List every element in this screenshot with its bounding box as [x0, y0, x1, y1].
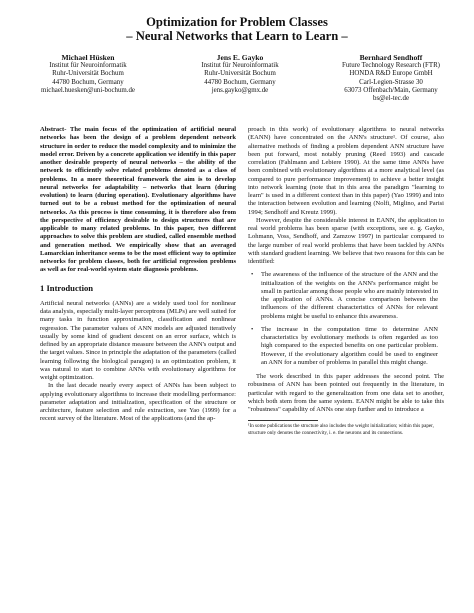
affiliation-line: 63073 Offenbach/Main, Germany: [344, 86, 438, 94]
body-paragraph: However, despite the considerable interest in EANN, the application to real world problems has been sparse (with exceptions, see e. g. Gayko, Lohmann, Voss, Sendhoff, and Zamzow 1997) in particular compared to the large number of real world problems that have been tackled by ANNs with standard gradient learning. We believe that two reasons for this can be identified:: [248, 216, 444, 265]
footnote: ¹In some publications the structure also includes the weight initialization; within this paper, structure only denotes the connectivity, i. e. the neurons and its connections.: [248, 423, 434, 436]
title-line-1: Optimization for Problem Classes: [146, 15, 328, 29]
author-email: bs@el-tec.de: [373, 95, 409, 103]
author-3: [318, 53, 464, 103]
right-column: [248, 126, 444, 436]
affiliation-line: Institut für Neuroinformatik: [49, 62, 127, 69]
body-paragraph: The work described in this paper addresses the second point. The robustness of ANN has been pointed out frequently in the literature, in particular with regard to the generalization from one data set to another, which both stem from the same system. EANN might be able to take this "robustness" capability of ANNs one step further and to introduce a: [248, 373, 444, 413]
affiliation-line: HONDA R&D Europe GmbH: [349, 70, 433, 78]
affiliation-line: 44780 Bochum, Germany: [52, 78, 124, 86]
author-email: jens.gayko@gmx.de: [211, 86, 269, 94]
body-paragraph: proach in this work) of evolutionary algorithms to neural networks (EANN) have concentrated on the ANN's structure¹. Of course, also alternative methods of finding a problem dependent ANN structure have been put forward, most notably pruning (Reed 1993) and cascade correlation (Fahlmann and Lebiere 1990). At the same time ANNs have been combined with evolutionary algorithms at a more analytical level (as compared to pure performance improvement) to achieve a better insight into network learning (note that in this area the paradigm "learning to learn" is used in a different context than in this paper) (Yao 1999) and into the interaction between evolution and learning (Nolfi, Miglino, and Parisi 1994; Sendhoff and Kreutz 1999).: [248, 126, 444, 216]
body-paragraph: In the last decade nearly every aspect of ANNs has been subject to applying evolutionary algorithms to increase their modelling performance: parameter adaptation and initialization, specification of the structure or architecture, feature selection and rule extraction, see Yao (1999) for a recent survey of the literature. Most of the applications (and the ap-: [40, 382, 236, 423]
left-column: [40, 126, 236, 424]
paper-title: [0, 15, 474, 43]
author-2: [170, 53, 310, 95]
title-line-2: – Neural Networks that Learn to Learn –: [126, 29, 348, 43]
author-name: Bernhard Sendhoff: [359, 53, 423, 62]
list-item-text: The awareness of the influence of the structure of the ANN and the initialization of the weights on the ANN's performance might be small in particular among those people who are mainly interested in the application of ANNs. A concise comparison between the influences of the different characteristics of ANNs for relevant problems might be useful to enhance this awareness.: [261, 271, 438, 320]
author-name: Jens E. Gayko: [216, 53, 264, 62]
affiliation-line: Future Technology Research (FTR): [342, 62, 440, 69]
author-name: Michael Hüsken: [61, 53, 115, 62]
section-heading-introduction: 1 Introduction: [40, 282, 94, 293]
body-paragraph: Artificial neural networks (ANNs) are a widely used tool for nonlinear data analysis, especially multi-layer perceptrons (MLPs) are well suited for many tasks in function approximation, classification and nonlinear regression. The parameter values of ANN models are adjusted iteratively usually by some kind of gradient descent on an error surface, which is defined by an appropriate distance measure between the ANN's output and the target values. Since in principle the adaptation of the parameters (called learning following the biological paragon) is an optimization problem, it was natural to start to combine ANNs with evolutionary algorithms for weight optimization.: [40, 299, 236, 381]
bullet-list: [248, 271, 444, 367]
list-item: [248, 271, 444, 321]
author-email: michael.huesken@uni-bochum.de: [41, 86, 135, 94]
abstract: Abstract- The main focus of the optimization of artificial neural networks has been the design of a problem dependent network structure in order to reduce the model complexity and to minimize the model error. Driven by a concrete application we identify in this paper another desirable property of neural networks – the ability of the network to efficiently solve related problems denoted as a class of problems. In a more theoretical framework the aim is to develop neural networks for adaptability – networks that learn (during evolution) to learn (during operation). Evolutionary algorithms have turned out to be a robust method for the optimization of neural networks. As this process is time consuming, it is therefore also from the perspective of efficiency desirable to design structures that are applicable to many related problems. In this paper, two different approaches to solve this problem are studied, called ensemble method and generation method. We empirically show that an averaged Lamarckian inheritance seems to be the most efficient way to optimize networks for problem classes, both for artificial regression problems as well as for real-world system state diagnosis problems.: [40, 126, 236, 274]
affiliation-line: Ruhr-Universität Bochum: [52, 70, 124, 78]
affiliation-line: Carl-Legien-Strasse 30: [359, 78, 423, 86]
affiliation-line: 44780 Bochum, Germany: [204, 78, 276, 86]
author-1: [18, 53, 158, 95]
list-item: [248, 326, 444, 367]
affiliation-line: Ruhr-Universität Bochum: [204, 70, 276, 78]
footnote-divider: [248, 420, 318, 421]
list-item-text: The increase in the computation time to determine ANN characteristics by evolutionary methods is often regarded as too high compared to the expected benefits on one particular problem. However, if the evolutionary algorithm could be used to engineer an ANN for a number of problems in parallel this might change.: [261, 325, 438, 366]
affiliation-line: Institut für Neuroinformatik: [201, 62, 279, 69]
bullet-icon: •: [251, 325, 254, 333]
bullet-icon: •: [251, 271, 254, 279]
